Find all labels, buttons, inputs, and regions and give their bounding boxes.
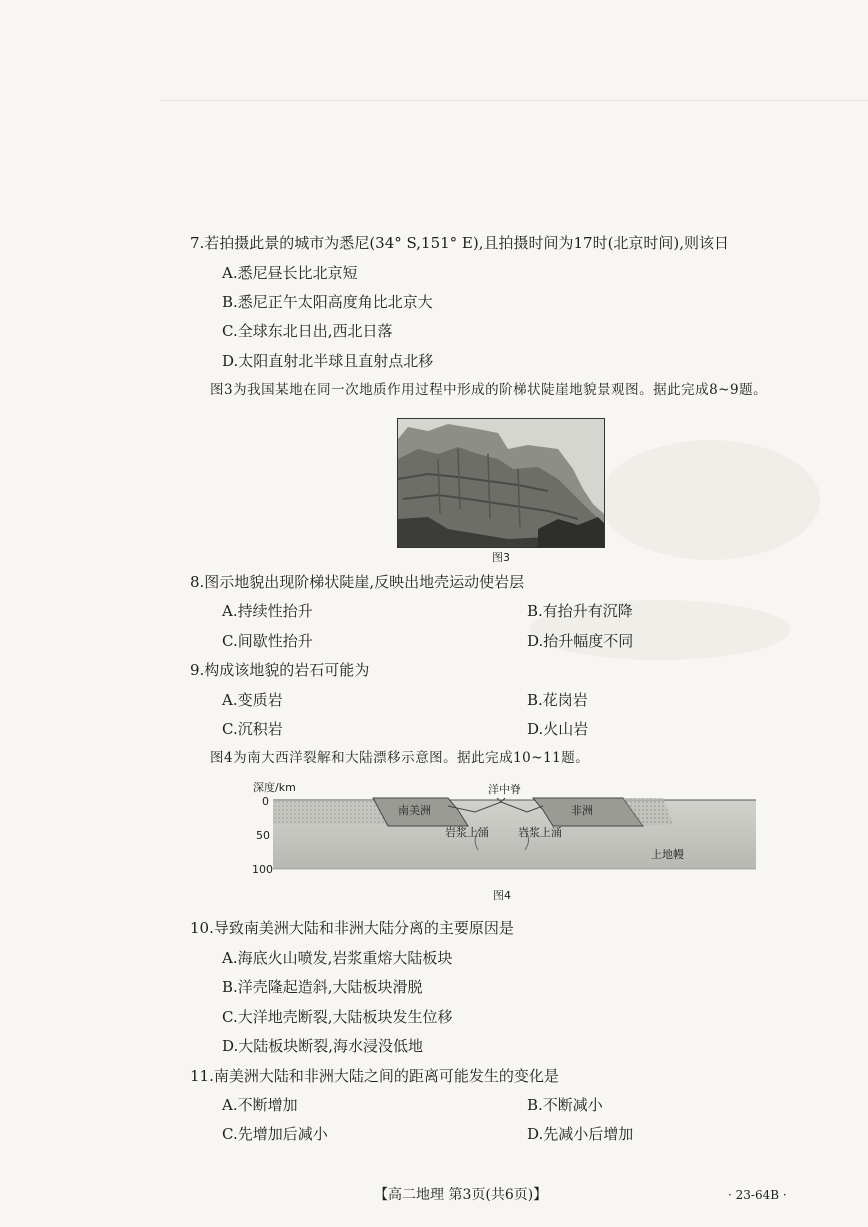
question-8-option-c: C.间歇性抬升 <box>222 632 313 650</box>
question-10-option-c: C.大洋地壳断裂,大陆板块发生位移 <box>222 1008 453 1026</box>
question-7-option-b: B.悉尼正午太阳高度角比北京大 <box>222 293 433 311</box>
question-9-stem: 9.构成该地貌的岩石可能为 <box>190 661 370 679</box>
question-9-option-b: B.花岗岩 <box>527 691 588 709</box>
figure-4-intro: 图4为南大西洋裂解和大陆漂移示意图。据此完成10~11题。 <box>210 750 590 766</box>
question-7-option-a: A.悉尼昼长比北京短 <box>222 264 358 282</box>
figure-3-caption: 图3 <box>492 551 510 564</box>
figure-3-intro: 图3为我国某地在同一次地质作用过程中形成的阶梯状陡崖地貌景观图。据此完成8~9题。 <box>210 382 768 398</box>
figure-3-cliff-photo <box>397 418 605 548</box>
depth-tick-50: 50 <box>256 829 270 842</box>
africa-label: 非洲 <box>571 804 593 817</box>
figure-4-depth-label: 深度/km <box>253 781 296 794</box>
south-america-label: 南美洲 <box>398 804 431 817</box>
question-10-option-b: B.洋壳隆起造斜,大陆板块滑脱 <box>222 978 423 996</box>
question-8-option-b: B.有抬升有沉降 <box>527 602 633 620</box>
question-10-stem: 10.导致南美洲大陆和非洲大陆分离的主要原因是 <box>190 919 514 937</box>
figure-4-cross-section <box>253 780 773 880</box>
question-11-option-b: B.不断减小 <box>527 1096 603 1114</box>
question-11-option-d: D.先减小后增加 <box>527 1125 634 1143</box>
question-7-option-c: C.全球东北日出,西北日落 <box>222 322 393 340</box>
question-11-option-c: C.先增加后减小 <box>222 1125 328 1143</box>
upper-mantle-label: 上地幔 <box>651 848 684 861</box>
question-7-option-d: D.太阳直射北半球且直射点北移 <box>222 352 434 370</box>
page-footer-code: · 23-64B · <box>728 1188 787 1202</box>
question-10-option-a: A.海底火山喷发,岩浆重熔大陆板块 <box>222 949 453 967</box>
cliff-image <box>398 419 604 547</box>
bleed-through-smudge <box>600 440 820 560</box>
depth-tick-0: 0 <box>262 795 269 808</box>
question-9-option-c: C.沉积岩 <box>222 720 283 738</box>
question-8-option-a: A.持续性抬升 <box>222 602 313 620</box>
depth-tick-100: 100 <box>252 863 273 876</box>
figure-4-caption: 图4 <box>493 889 511 902</box>
question-7-stem: 7.若拍摄此景的城市为悉尼(34° S,151° E),且拍摄时间为17时(北京时间),则该日 <box>190 234 730 252</box>
magma-upwelling-left-label: 岩浆上涌 <box>445 826 489 839</box>
question-8-option-d: D.抬升幅度不同 <box>527 632 634 650</box>
page-footer-title: 【高二地理 第3页(共6页)】 <box>374 1187 548 1203</box>
magma-upwelling-right-label: 岩浆上涌 <box>518 826 562 839</box>
question-11-stem: 11.南美洲大陆和非洲大陆之间的距离可能发生的变化是 <box>190 1067 559 1085</box>
question-8-stem: 8.图示地貌出现阶梯状陡崖,反映出地壳运动使岩层 <box>190 573 525 591</box>
ridge-label: 洋中脊 <box>488 783 521 796</box>
question-9-option-a: A.变质岩 <box>222 691 283 709</box>
question-10-option-d: D.大陆板块断裂,海水浸没低地 <box>222 1037 424 1055</box>
scan-edge-line <box>160 100 868 101</box>
question-9-option-d: D.火山岩 <box>527 720 589 738</box>
question-11-option-a: A.不断增加 <box>222 1096 298 1114</box>
